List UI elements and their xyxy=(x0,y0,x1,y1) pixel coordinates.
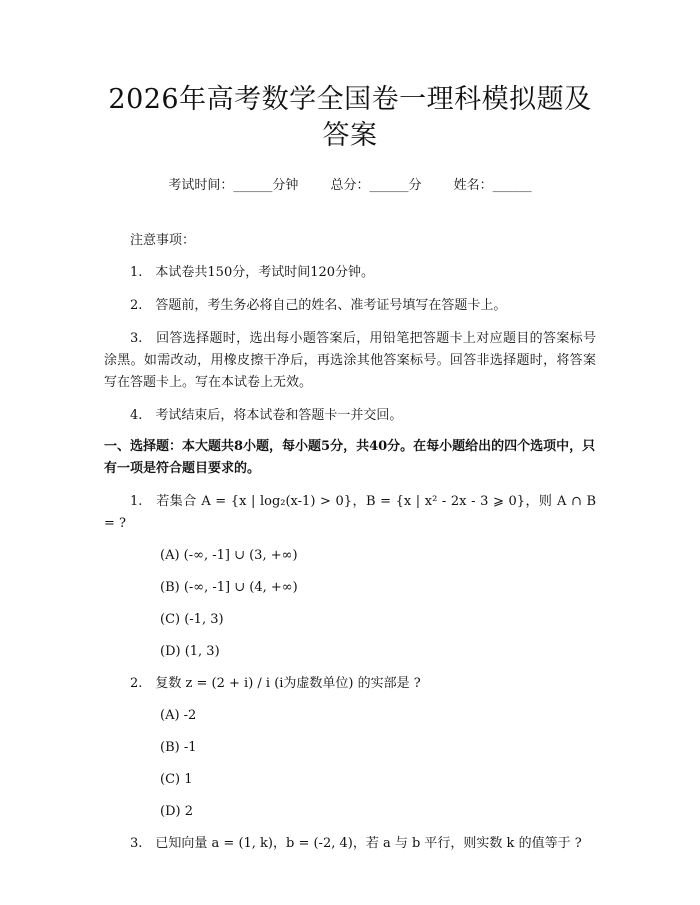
question-1-option-b: (B) (-∞, -1] ∪ (4, +∞) xyxy=(160,580,298,595)
section-heading-choice: 一、选择题：本大题共8小题，每小题5分，共40分。在每小题给出的四个选项中，只有一项是符合题目要求的。 xyxy=(104,439,596,476)
question-2-options xyxy=(104,706,596,822)
question-1-option-d: (D) (1, 3) xyxy=(160,644,220,659)
question-2-option-b: (B) -1 xyxy=(160,740,197,755)
question-1-option-c: (C) (-1, 3) xyxy=(160,612,224,627)
question-1-options xyxy=(104,546,596,662)
notice-item-2: 2. 答题前，考生务必将自己的姓名、准考证号填写在答题卡上。 xyxy=(130,298,507,313)
notice-item-1: 1. 本试卷共150分，考试时间120分钟。 xyxy=(130,265,375,280)
notice-item-3: 3. 回答选择题时，选出每小题答案后，用铅笔把答题卡上对应题目的答案标号涂黑。如需改动，用橡皮擦干净后，再选涂其他答案标号。回答非选择题时，将答案写在答题卡上。写在本试卷上无效。 xyxy=(104,331,596,390)
total-score-field: 总分：______分 xyxy=(330,178,422,193)
question-2-option-d: (D) 2 xyxy=(160,804,193,819)
question-2-option-c: (C) 1 xyxy=(160,772,193,787)
question-2-stem: 2. 复数 z = (2 + i) / i (i为虚数单位) 的实部是 ? xyxy=(130,676,421,691)
student-name-field: 姓名：______ xyxy=(453,178,532,193)
exam-time-field: 考试时间：______分钟 xyxy=(168,178,299,193)
question-1-stem: 1. 若集合 A = {x | log₂(x-1) > 0}，B = {x | x² - 2x - 3 ⩾ 0}，则 A ∩ B = ? xyxy=(104,494,596,531)
notice-item-4: 4. 考试结束后，将本试卷和答题卡一并交回。 xyxy=(130,408,403,423)
exam-info-line xyxy=(104,176,596,196)
page-title: 2026年高考数学全国卷一理科模拟题及答案 xyxy=(108,84,592,151)
question-1-option-a: (A) (-∞, -1] ∪ (3, +∞) xyxy=(160,548,298,563)
notice-heading: 注意事项： xyxy=(130,233,196,248)
question-3-stem: 3. 已知向量 a = (1, k)，b = (-2, 4)，若 a 与 b 平行，则实数 k 的值等于 ? xyxy=(130,836,582,851)
question-2-option-a: (A) -2 xyxy=(160,708,197,723)
